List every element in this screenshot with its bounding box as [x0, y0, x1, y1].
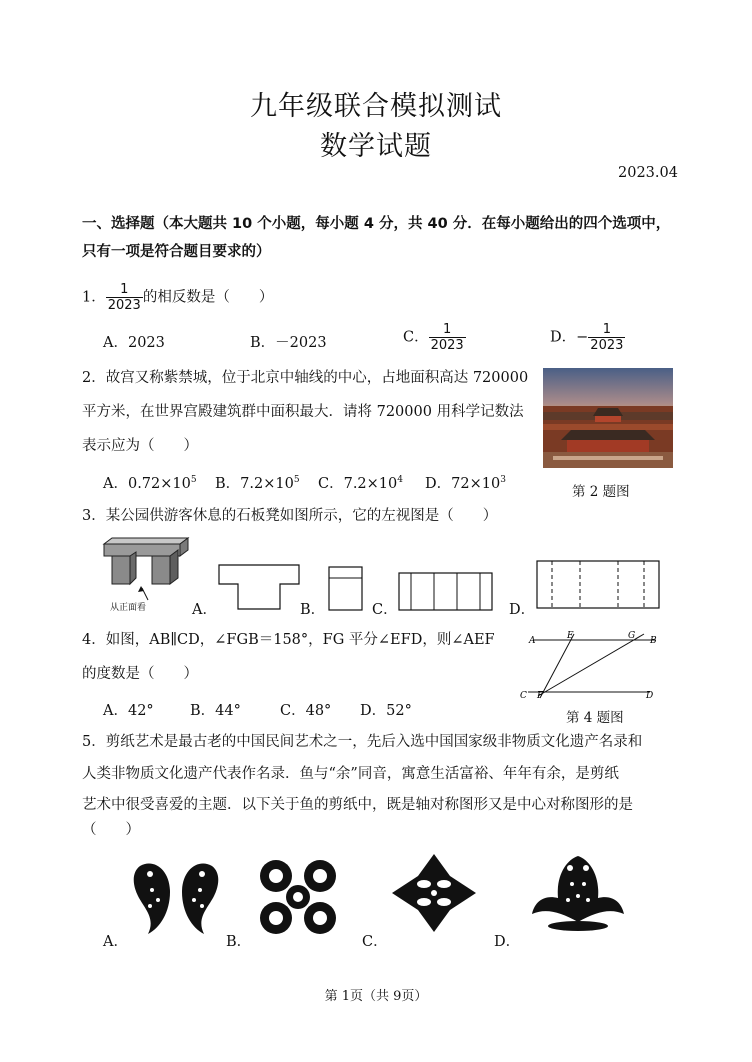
q4-option-b: B．44°: [190, 703, 241, 719]
q4-line-1: 4．如图，AB∥CD，∠FGB＝158°，FG 平分∠EFD，则∠AEF: [82, 632, 495, 648]
page-title: 九年级联合模拟测试: [250, 91, 502, 122]
q3-option-a-label: A．: [192, 602, 217, 618]
q2-line-2: 平方米，在世界宫殿建筑群中面积最大．请将 720000 用科学记数法: [82, 404, 524, 420]
q1-d-numerator: 1: [602, 322, 611, 337]
q1-option-c: [403, 322, 466, 353]
q5-line-2: 人类非物质文化遗产代表作名录．鱼与“余”同音，寓意生活富裕、年年有余，是剪纸: [82, 766, 619, 782]
q3-option-a-figure: [218, 564, 300, 610]
papercut-fish-c-image: [390, 852, 478, 934]
q5-line-1: 5．剪纸艺术是最古老的中国民间艺术之一，先后入选中国国家级非物质文化遗产名录和: [82, 734, 643, 750]
q5-option-b-label: B．: [226, 934, 252, 950]
question-1-stem: [82, 282, 273, 313]
label-G: G: [628, 631, 636, 641]
q1-frac-numerator: 1: [120, 282, 129, 297]
q3-stem: 3．某公园供游客休息的石板凳如图所示，它的左视图是（ ）: [82, 508, 498, 524]
q3-option-c-label: C．: [372, 602, 398, 618]
bench-front-view-label: 从正面看: [110, 603, 147, 613]
q1-d-minus: −: [576, 329, 589, 346]
q4-line-2: 的度数是（ ）: [82, 666, 198, 682]
q3-option-d-label: D．: [509, 602, 536, 618]
q5-line-4: （ ）: [82, 822, 140, 838]
q2-option-c: C．$7.2\times 10^4$: [318, 475, 403, 492]
q1-option-a: A．2023: [103, 335, 165, 351]
q5-option-a-label: A．: [103, 934, 128, 950]
label-A: A: [529, 636, 536, 646]
page-subtitle: 数学试题: [320, 131, 432, 162]
q2-option-d: D．$72\times 10^3$: [425, 475, 506, 492]
section-heading-line2: 只有一项是符合题目要求的）: [82, 244, 271, 260]
q3-option-b-figure: [328, 566, 364, 612]
q2-line-1: 2．故宫又称紫禁城，位于北京中轴线的中心，占地面积高达 720000: [82, 370, 529, 386]
q4-option-c: C．48°: [280, 703, 332, 719]
forbidden-city-photo: [543, 368, 673, 468]
q4-option-a: A．42°: [103, 703, 154, 719]
label-B: B: [650, 636, 657, 646]
q1-option-b: B．－2023: [250, 335, 327, 351]
q2-option-b: B．$7.2\times 10^5$: [215, 475, 300, 492]
section-heading-line1: 一、选择题（本大题共 10 个小题，每小题 4 分，共 40 分．在每小题给出的四个选项中，: [82, 216, 671, 232]
q1-stem-tail: 的相反数是（ ）: [142, 289, 274, 306]
q1-option-d-label: D．: [550, 329, 577, 346]
q4-geometry-figure: [520, 630, 660, 702]
page-footer: 第 1页（共 9页）: [324, 989, 428, 1004]
q4-option-d: D．52°: [360, 703, 412, 719]
label-C: C: [520, 691, 527, 701]
q1-option-c-label: C．: [403, 329, 429, 346]
label-D: D: [646, 691, 654, 701]
q2-line-3: 表示应为（ ）: [82, 438, 198, 454]
q1-d-denominator: 2023: [590, 338, 624, 353]
exam-date: 2023.04: [618, 165, 678, 181]
q5-line-3: 艺术中很受喜爱的主题．以下关于鱼的剪纸中，既是轴对称图形又是中心对称图形的是: [82, 797, 633, 813]
q3-option-c-figure: [398, 572, 494, 612]
label-F: F: [537, 691, 544, 701]
q3-option-d-figure: [536, 560, 662, 610]
q4-figure-caption: 第 4 题图: [566, 710, 624, 726]
papercut-fish-a-image: [130, 856, 222, 938]
papercut-fish-d-image: [528, 850, 628, 932]
q2-figure-caption: 第 2 题图: [572, 484, 630, 500]
q5-option-d-label: D．: [494, 934, 521, 950]
q1-c-numerator: 1: [443, 322, 452, 337]
q1-frac-denominator: 2023: [107, 298, 141, 313]
q5-option-c-label: C．: [362, 934, 388, 950]
label-E: E: [567, 631, 574, 641]
papercut-fish-b-image: [254, 856, 342, 938]
q1-c-denominator: 2023: [430, 338, 464, 353]
q1-option-d: [550, 322, 625, 353]
q2-option-a: A．$0.72\times 10^5$: [103, 475, 197, 492]
q1-fraction: [106, 282, 143, 313]
q1-number: 1．: [82, 289, 106, 306]
q3-option-b-label: B．: [300, 602, 326, 618]
